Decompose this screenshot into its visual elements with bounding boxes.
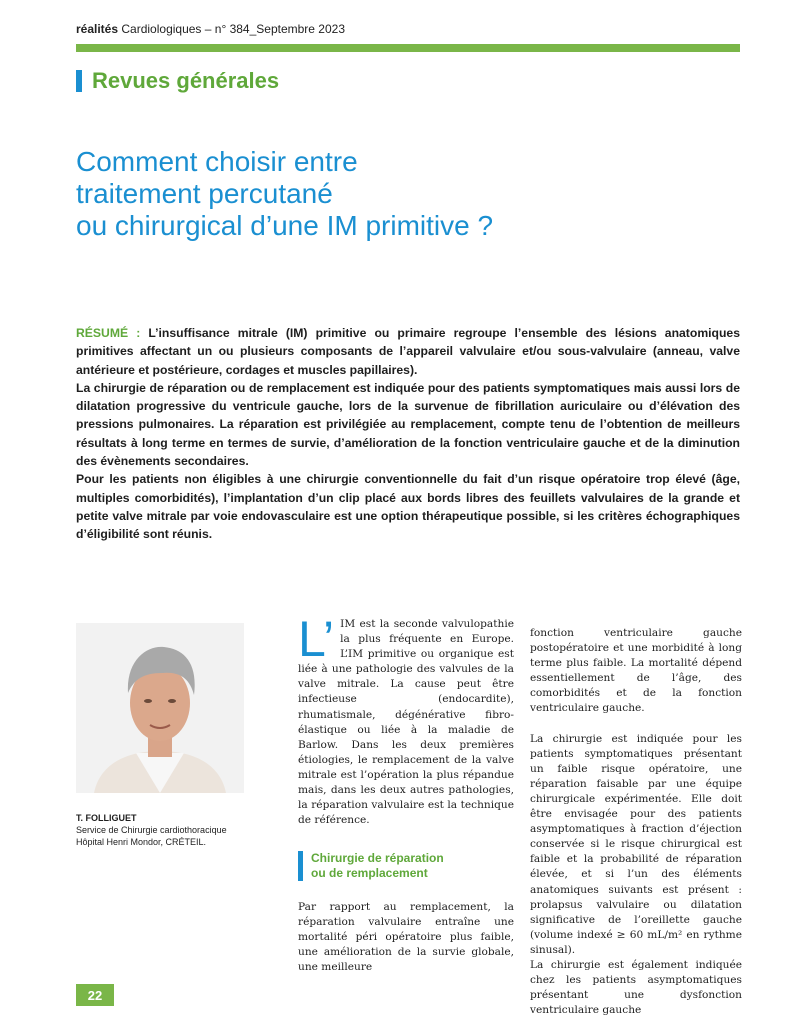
col3-paragraph-1: fonction ventriculaire gauche postopératoire et une morbidité à long terme plus faible. La mortalité dépend essentiellement de l’âge, des comorbidités et de la fonction ventriculaire gauche. xyxy=(530,627,742,715)
abstract-label: RÉSUMÉ : xyxy=(76,326,141,340)
col3-paragraph-2: La chirurgie est indiquée pour les patients symptomatiques présentant un faible risque opératoire, une réparation faisable par une équipe chirurgicale expérimentée. Elle doit être envisagée pour des patients asymptomatiques à fraction d’éjection conservée si le risque chirurgical est faible et la probabilité de réparation élevée, et si l’un des éléments anatomiques suivants est présent : prolapsus valvulaire ou dilatation significative de l’oreillette gauche (volume indexé ≥ 60 mL/m² en rythme sinusal). xyxy=(530,732,742,956)
abstract-paragraph-1 xyxy=(76,324,740,379)
subheading-marker xyxy=(298,851,303,881)
subheading-line-1: Chirurgie de réparation xyxy=(311,851,444,865)
subheading-line-2: ou de remplacement xyxy=(311,866,428,880)
title-line-1: Comment choisir entre xyxy=(76,146,358,177)
title-line-3: ou chirurgical d’une IM primitive ? xyxy=(76,210,494,241)
article-title xyxy=(76,146,716,242)
journal-brand: réalités xyxy=(76,22,119,36)
col3-paragraph-3: La chirurgie est également indiquée chez les patients asymptomatiques présentant une dysfonction ventriculaire gauche xyxy=(530,958,742,1017)
subheading xyxy=(298,851,444,881)
author-portrait-image xyxy=(76,623,244,793)
repair-paragraph: Par rapport au remplacement, la réparation valvulaire entraîne une mortalité péri opératoire plus faible, une amélioration de la survie globale, une meilleure xyxy=(298,901,514,974)
abstract-text-1: L’insuffisance mitrale (IM) primitive ou primaire regroupe l’ensemble des lésions anatomiques primitives affectant un ou plusieurs composants de l’appareil valvulaire et/ou sous-valvulaire (anneau, valve antérieure et postérieure, cordages et muscles papillaires). xyxy=(76,326,740,377)
section-marker xyxy=(76,70,82,92)
header-rule xyxy=(76,44,740,52)
drop-cap: L’ xyxy=(298,611,335,667)
title-line-2: traitement percutané xyxy=(76,178,333,209)
body-column-3 xyxy=(530,626,742,1018)
abstract-paragraph-3: Pour les patients non éligibles à une chirurgie conventionnelle du fait d’un risque opératoire trop élevé (âge, multiples comorbidités), l’implantation d’un clip placé aux bords libres des feuillets valvulaires de la grande et petite valve mitrale par voie endovasculaire est une option thérapeutique possible, si les critères échographiques d’éligibilité sont réunis. xyxy=(76,472,740,542)
author-name: T. FOLLIGUET xyxy=(76,813,137,823)
section-text: Revues générales xyxy=(92,68,280,93)
body-column-2 xyxy=(298,611,514,828)
author-service: Service de Chirurgie cardiothoracique xyxy=(76,825,227,835)
page-number: 22 xyxy=(76,984,114,1006)
author-block xyxy=(76,812,227,848)
section-label xyxy=(76,68,279,94)
intro-text: IM est la seconde valvulopathie la plus fréquente en Europe. L’IM primitive ou organique est liée à une pathologie des valvules de la valve mitrale. La cause peut être infectieuse (endocardite), rhumatismale, dégénérative fibro-élastique ou liée à la maladie de Barlow. Dans les deux premières étiologies, le remplacement de la valve mitrale est l’opération la plus répandue mais, dans les deux autres pathologies, la réparation valvulaire est la technique de référence. xyxy=(298,618,514,827)
journal-issue: Cardiologiques – n° 384_Septembre 2023 xyxy=(121,22,345,36)
author-photo xyxy=(76,623,244,793)
journal-header xyxy=(76,22,345,36)
abstract-paragraph-2: La chirurgie de réparation ou de remplacement est indiquée pour des patients symptomatiques mais aussi lors de dilatation progressive du ventricule gauche, lors de la survenue de fibrillation auriculaire ou d’élévation des pressions pulmonaires. La réparation est privilégiée au remplacement, compte tenu de l’obtention de meilleurs résultats à long terme en termes de survie, d’amélioration de la fonction ventriculaire gauche et de la diminution des évènements secondaires. xyxy=(76,380,740,469)
body-column-2-lower xyxy=(298,900,514,975)
intro-paragraph xyxy=(298,611,514,828)
abstract xyxy=(76,324,740,544)
author-hospital: Hôpital Henri Mondor, CRÉTEIL. xyxy=(76,837,207,847)
subheading-text xyxy=(311,851,444,881)
